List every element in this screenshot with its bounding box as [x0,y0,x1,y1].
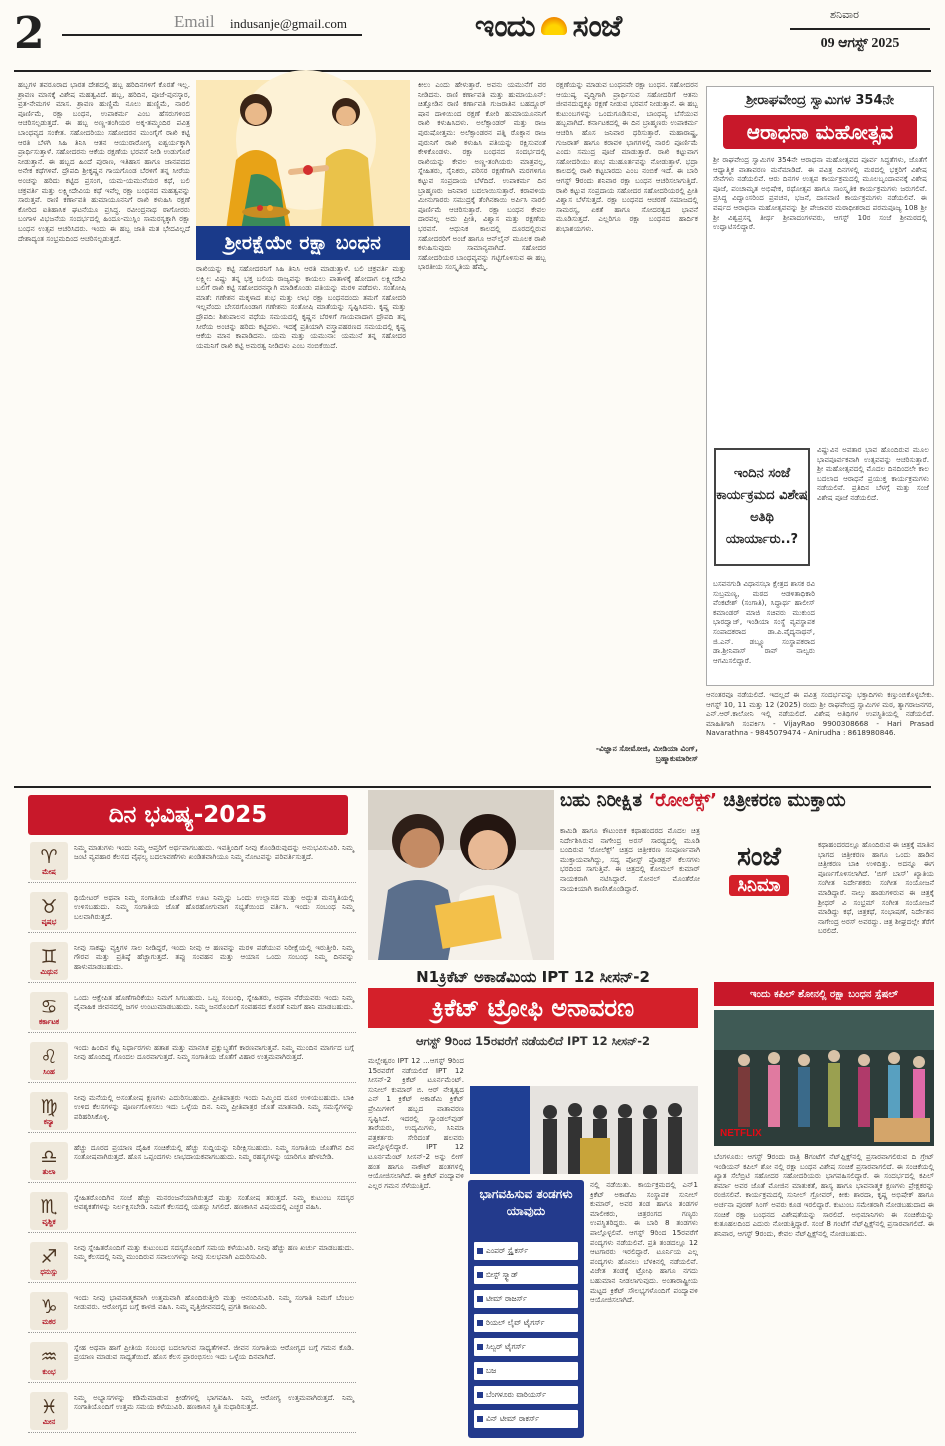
horoscope-text: ನಿಮ್ಮ ಮಾತುಗಳು ಇಂದು ನಿಮ್ಮ ಆಪ್ತರಿಗೆ ಅರ್ಥವಾಗಬಹುದು. ಇವತ್ತಿಂದಿಗೆ ನೀವು ಕೊಂಡಿರುವುದನ್ನು ಅನುಭವಿಸುವಿರಿ. ನಿಮ್ಮ ಜಂಟಿ ವ್ಯವಹಾರ ಕೆಲಸದ ವೈಫಲ್ಯ ಬದಲಾವಣೆಗಳು ಖಂಡಿತವಾಗಿಯೂ ನಿಮ್ಮ ನೋಟವನ್ನು ಪರಿವರ್ತಿಸುತ್ತದೆ. [74,843,354,862]
team-item: ಸಿಲ್ವರ್ ಟೈಗರ್ಸ್ [474,1338,578,1356]
team-item: ಎಂಪರ್ ಸ್ಟ್ರೈಕರ್ಸ್ [474,1242,578,1260]
zodiac-icon [30,1392,68,1430]
team-item: ಬಜ [474,1362,578,1380]
cinema-label: ಸಿನಿಮಾ [729,875,788,896]
zodiac-name: ಕನ್ಯಾ [43,1117,55,1126]
team-item: ಬೆಂಗಳೂರು ವಾರಿಯರ್ಸ್ [474,1386,578,1404]
zodiac-name: ಸಿಂಹ [43,1067,55,1076]
zodiac-icon [30,1292,68,1330]
horoscope-text: ಸ್ನೇಹ ಅಥವಾ ಹಾಗೆ ಪ್ರೀತಿಯ ಸಂಬಂಧ ಬದಲಾಗುವ ಸಾಧ್ಯತೆಗಳಿವೆ. ಜೀವನ ಸಂಗಾತಿಯ ಆರೋಗ್ಯದ ಬಗ್ಗೆ ಗಮನ ಕೊಡಿ. ಪ್ರಯಾಣ ಮಾಡುವ ಸಾಧ್ಯತೆಯಿದೆ. ಹೊಸ ಕೆಲಸ ಪ್ರಾರಂಭಿಸಲು ಇದು ಒಳ್ಳೆಯ ದಿನವಾಗಿದೆ. [74,1343,354,1362]
zodiac-glyph-icon: ♏ [40,1195,58,1218]
zodiac-name: ಕರ್ಕಾಟಕ [38,1017,60,1026]
horoscope-row [28,890,356,933]
zodiac-icon [30,842,68,880]
zodiac-name: ಮೇಷ [42,867,56,876]
horoscope-text: ಥಿಯೇಟರ್ ಅಥವಾ ನಿಮ್ಮ ಸಂಗಾತಿಯ ಜೊತೆಗಿನ ಊಟ ನಿಮ್ಮನ್ನು ಒಂದು ಉಲ್ಲಾಸದ ಮತ್ತು ಅದ್ಭುತ ಮನಸ್ಥಿತಿಯಲ್ಲಿ ಉಳಿಸಬಹುದು. ನಿಮ್ಮ ಸಂಗಾತಿಯ ಜೊತೆ ಹೊರಹೋಗುವಾಗ ಸಭ್ಯತೆಯಿಂದ ವರ್ತಿಸಿ. ಇಂದು ಸಂಬಂಧ ನಿಮ್ಮ ಬಲವಾಗಿರುತ್ತದೆ. [74,893,354,921]
horoscope-row [28,1240,356,1283]
raksha-article-col2: ರಾಖಿಯನ್ನು ಕಟ್ಟಿ ಸಹೋದರನಿಗೆ ಸಿಹಿ ತಿನಿಸಿ ಆರತಿ ಮಾಡುತ್ತಾಳೆ. ಬಲಿ ಚಕ್ರವರ್ತಿ ಮತ್ತು ಲಕ್ಷ್ಮೀ: ವಿಷ್ಣು ತನ್ನ ಭಕ್ತ ಬಲಿಯ ರಾಜ್ಯವನ್ನು ಕಾಯಲು ಪಾತಾಳಕ್ಕೆ ಹೋದಾಗ ಲಕ್ಷ್ಮೀದೇವಿ ಬಲಿಗೆ ರಾಖಿ ಕಟ್ಟಿ ಸಹೋದರನನ್ನಾಗಿ ಮಾಡಿಕೊಂಡು ಪತಿಯನ್ನು ಮರಳಿ ಪಡೆದಳು. ಸಂತೋಷಿ ಮಾತೆ: ಗಣೇಶನ ಮಕ್ಕಳಾದ ಶುಭ ಮತ್ತು ಲಾಭ ರಕ್ಷಾ ಬಂಧನದಂದು ತಮಗೆ ಸಹೋದರಿ ಇಲ್ಲವೆಂದು ಬೇಸರಗೊಂಡಾಗ ಗಣೇಶನು ಸಂತೋಷಿ ಮಾತೆಯನ್ನು ಸೃಷ್ಟಿಸಿದನು. ಕೃಷ್ಣ ಮತ್ತು ದ್ರೌಪದಿ: ಶಿಶುಪಾಲನ ವಧೆಯ ಸಮಯದಲ್ಲಿ ಕೃಷ್ಣನ ಬೆರಳಿಗೆ ಗಾಯವಾದಾಗ ದ್ರೌಪದಿ ತನ್ನ ಸೀರೆಯ ಅಂಚನ್ನು ಹರಿದು ಕಟ್ಟಿದಳು. ಇದಕ್ಕೆ ಪ್ರತಿಯಾಗಿ ವಸ್ತ್ರಾಪಹರಣದ ಸಮಯದಲ್ಲಿ ಕೃಷ್ಣ ಆಕೆಯ ಮಾನ ಕಾಪಾಡಿದನು. ಯಮ ಮತ್ತು ಯಮುನಾ: ಯಮುನೆ ತನ್ನ ಸಹೋದರ ಯಮನಿಗೆ ರಾಖಿ ಕಟ್ಟಿ ಅಮರತ್ವ ನೀಡಿದಳು ಎಂಬ ನಂಬಿಕೆಯಿದೆ. [196,264,406,350]
zodiac-name: ಕುಂಭ [42,1367,56,1376]
header-rule [14,70,931,72]
teams-title: ಭಾಗವಹಿಸುವ ತಂಡಗಳು ಯಾವುದು [479,1187,573,1218]
zodiac-glyph-icon: ♒ [40,1345,58,1368]
zodiac-icon [30,942,68,980]
rolex-movie-still [368,790,554,960]
aradhana-title: ಆರಾಧನಾ ಮಹೋತ್ಸವ [723,115,917,149]
sun-icon [541,17,567,35]
horoscope-row [28,1040,356,1083]
logo-word-left: ಇಂದು [474,8,535,44]
cricket-headline: N1ಕ್ರಿಕೆಟ್ ಅಕಾಡೆಮಿಯ IPT 12 ಸೀಸನ್-2 [416,968,650,986]
zodiac-name: ಮೀನ [42,1417,56,1426]
horoscope-row [28,1190,356,1233]
tv-show-stage-icon [714,1010,934,1146]
zodiac-glyph-icon: ♑ [40,1295,58,1318]
horoscope-row [28,990,356,1033]
horoscope-text: ನೀವು ಸ್ನೇಹಿತರೊಂದಿಗೆ ಮತ್ತು ಕುಟುಂಬದ ಸದಸ್ಯರೊಂದಿಗೆ ಸಮಯ ಕಳೆಯುವಿರಿ. ನೀವು ಹೆಚ್ಚು ಹಣ ಖರ್ಚು ಮಾಡಬಹುದು. ನಿಮ್ಮ ಕೆಲಸದಲ್ಲಿ ನಿಮ್ಮ ಮುಂದಿರುವ ಸವಾಲುಗಳನ್ನು ನೀವು ಸುಲಭವಾಗಿ ಎದುರಿಸುವಿರಿ. [74,1243,354,1262]
horoscope-row [28,1140,356,1183]
zodiac-glyph-icon: ♈ [40,845,58,868]
guest-list: ಬಸವನಗುಡಿ ವಿಧಾನಸಭಾ ಕ್ಷೇತ್ರದ ಶಾಸಕ ರವಿ ಸುಬ್ರಮಣ್ಯ, ಮಠದ ಆಡಳಿತಾಧಿಕಾರಿ ವೆಂಕಟೇಶ್ (ಸಂಗಾತಿ), ಸಿದ್ಧಾರ್ಥ ಹಾಲೀಸ್ ಕಮಾಂಡರ್ ಮಾಜಿ ಸಚಿವರು ಮುಕುಂದ ಭಾರದ್ವಾಜ್, ಇಂಡಿಯಾ ಸಂಸ್ಥೆ ವ್ಯವಸ್ಥಾಪಕ ಸಂಪಾದಕರಾದ ಡಾ.ಪಿ.ವೈದ್ಯನಾಥನ್, ಜಿ.ಎನ್. ಡಬ್ಲ್ಯೂ ಸಂಸ್ಥಾಪಕರಾದ ಡಾ.ಶ್ರೀನಿವಾಸ್ ರಾವ್ ನಾಲ್ವರು ಆಗಮಿಸಲಿದ್ದಾರೆ. [713,579,815,665]
rolex-article-col2: ಕಥಾಹಂದರದಲ್ಲೂ ಹೊಂದಿರುವ ಈ ಚಿತ್ರಕ್ಕೆ ಮಾತಿನ ಭಾಗದ ಚಿತ್ರೀಕರಣ ಹಾಗೂ ಒಂದು ಹಾಡಿನ ಚಿತ್ರೀಕರಣ ಬಾಕಿ ಉಳಿದಿತ್ತು. ಅದನ್ನೂ ಈಗ ಪೂರ್ಣಗೊಳಿಸಲಾಗಿದೆ. ‘ಬಿಗ್ ಬಾಸ್’ ಖ್ಯಾತಿಯ ಸಂಗೀತ ನಿರ್ದೇಶಕರು ಸಂಗೀತ ಸಂಯೋಜನೆ ಮಾಡಿದ್ದಾರೆ. ನಾಲ್ಕು ಹಾಡುಗಳಿರುವ ಈ ಚಿತ್ರಕ್ಕೆ ಶ್ರೀಧರ್ ವಿ ಸಂಭ್ರಮ್ ಸಂಗೀತ ಸಂಯೋಜನೆ ಮಾಡಿದ್ದು ಕಥೆ, ಚಿತ್ರಕಥೆ, ಸಂಭಾಷಣೆ, ನಿರ್ದೇಶನ ನಾಗೇಂದ್ರ ಅರಸ್ ಅವರದ್ದು. ಚಿತ್ರ ಶೀಘ್ರದಲ್ಲೇ ತೆರೆಗೆ ಬರಲಿದೆ. [818,840,934,936]
zodiac-icon [30,1042,68,1080]
special-guest-box: ಇಂದಿನ ಸಂಜೆ ಕಾರ್ಯಕ್ರಮದ ವಿಶೇಷ ಅತಿಥಿ ಯಾರ್ಯಾರು..? [714,448,810,566]
raksha-banner-title: ಶ್ರೀರಕ್ಷೆಯೇ ರಕ್ಷಾ ಬಂಧನ [196,226,410,260]
raksha-article-col3: ಕೀಲು ಎಂದು ಹೇಳುತ್ತಾರೆ. ಅವನು ಯಮುನೆಗೆ ವರ ನೀಡಿದನು. ರಾಣಿ ಕರ್ಣಾವತಿ ಮತ್ತು ಹುಮಾಯೂನ್: ಚಿತ್ತೋಡಿನ ರಾಣಿ ಕರ್ಣಾವತಿ ಗುಜರಾತಿನ ಬಹದ್ದೂರ್ ಷಾನ ದಾಳಿಯಿಂದ ರಕ್ಷಣೆ ಕೋರಿ ಹುಮಾಯೂನನಿಗೆ ರಾಖಿ ಕಳುಹಿಸಿದಳು. ಅಲೆಕ್ಸಾಂಡರ್ ಮತ್ತು ರಾಜ ಪುರುಷೋತ್ತಮ: ಅಲೆಕ್ಸಾಂಡರನ ಪತ್ನಿ ರೊಕ್ಸಾನ ರಾಜ ಪುರುನಿಗೆ ರಾಖಿ ಕಳುಹಿಸಿ ಪತಿಯನ್ನು ರಕ್ಷಿಸುವಂತೆ ಕೇಳಿಕೊಂಡಳು. ರಕ್ಷಾ ಬಂಧನದ ಸಂದರ್ಭದಲ್ಲಿ ರಾಖಿಯನ್ನು ಕೇವಲ ಅಣ್ಣ-ತಂಗಿಯರು ಮಾತ್ರವಲ್ಲ, ಸ್ನೇಹಿತರು, ಸೈನಿಕರು, ಪರಿಸರ ರಕ್ಷಣೆಗಾಗಿ ಮರಗಳಿಗೂ ಕಟ್ಟುವ ಸಂಪ್ರದಾಯ ಬೆಳೆದಿದೆ. ಉಪಾಕರ್ಮ ದಿನ ಬ್ರಾಹ್ಮಣರು ಜನಿವಾರ ಬದಲಾಯಿಸುತ್ತಾರೆ. ಕರಾವಳಿಯ ಮೀನುಗಾರರು ಸಮುದ್ರಕ್ಕೆ ತೆಂಗಿನಕಾಯಿ ಅರ್ಪಿಸಿ ನಾರಲಿ ಪೂರ್ಣಿಮೆ ಆಚರಿಸುತ್ತಾರೆ. ರಕ್ಷಾ ಬಂಧನ ಕೇವಲ ದಾರವಲ್ಲ ಅದು ಪ್ರೀತಿ, ವಿಶ್ವಾಸ ಮತ್ತು ರಕ್ಷಣೆಯ ಭರವಸೆ. ಆಧುನಿಕ ಕಾಲದಲ್ಲಿ ದೂರದಲ್ಲಿರುವ ಸಹೋದರರಿಗೆ ಅಂಚೆ ಹಾಗೂ ಆನ್‌ಲೈನ್ ಮೂಲಕ ರಾಖಿ ಕಳುಹಿಸುವುದು ಸಾಮಾನ್ಯವಾಗಿದೆ. ಸಹೋದರ ಸಹೋದರಿಯರ ಬಾಂಧವ್ಯವನ್ನು ಗಟ್ಟಿಗೊಳಿಸುವ ಈ ಹಬ್ಬ ಭಾರತೀಯ ಸಂಸ್ಕೃತಿಯ ಹೆಮ್ಮೆ. [418,80,546,272]
horoscope-text: ನಿಮ್ಮ ಅಭ್ಯಾಸಗಳನ್ನು ಕಡಿಮೆಮಾಡುವ ಕ್ರೀಡೆಗಳಲ್ಲಿ ಭಾಗವಹಿಸಿ. ನಿಮ್ಮ ಆರೋಗ್ಯ ಉತ್ತಮವಾಗಿರುತ್ತದೆ. ನಿಮ್ಮ ಸಂಗಾತಿಯೊಂದಿಗೆ ಉತ್ತಮ ಸಮಯ ಕಳೆಯುವಿರಿ. ಹಣಕಾಸಿನ ಸ್ಥಿತಿ ಸುಧಾರಿಸುತ್ತದೆ. [74,1393,354,1412]
sanje-label: ಸಂಜೆ [737,842,781,872]
cricket-subtitle: ಆಗಸ್ಟ್ 9ರಿಂದ 15ರವರೆಗೆ ನಡೆಯಲಿದೆ IPT 12 ಸೀಸನ್-2 [415,1034,651,1048]
logo-word-right: ಸಂಜೆ [572,8,622,44]
horoscope-row [28,940,356,983]
movie-couple-photo-icon [368,790,554,960]
zodiac-glyph-icon: ♎ [40,1145,58,1168]
raksha-article-col4: ರಕ್ಷಣೆಯನ್ನು ಮಾಡುವ ಬಂಧನವೇ ರಕ್ಷಾ ಬಂಧನ. ಸಹೋದರನ ಆಯುಷ್ಯ ವೃದ್ಧಿಗಾಗಿ ಪ್ರಾರ್ಥಿಸುವ ಸಹೋದರಿಗೆ ಆತನು ಜೀವನದುದ್ದಕ್ಕೂ ರಕ್ಷಣೆ ನೀಡುವ ಭರವಸೆ ನೀಡುತ್ತಾನೆ. ಈ ಹಬ್ಬ ಕುಟುಂಬಗಳನ್ನು ಒಂದುಗೂಡಿಸುವ, ಬಾಂಧವ್ಯ ಬೆಸೆಯುವ ಹಬ್ಬವಾಗಿದೆ. ಕರ್ನಾಟಕದಲ್ಲಿ ಈ ದಿನ ಬ್ರಾಹ್ಮಣರು ಉಪಾಕರ್ಮ ಆಚರಿಸಿ ಹೊಸ ಜನಿವಾರ ಧರಿಸುತ್ತಾರೆ. ಮಹಾರಾಷ್ಟ್ರ, ಗುಜರಾತ್ ಹಾಗೂ ಕರಾವಳಿ ಭಾಗಗಳಲ್ಲಿ ನಾರಲಿ ಪೂರ್ಣಿಮೆ ಎಂದು ಸಮುದ್ರ ಪೂಜೆ ಮಾಡುತ್ತಾರೆ. ರಾಖಿ ಕಟ್ಟುವಾಗ ಸಹೋದರಿಯು ಶುಭ ಮುಹೂರ್ತವನ್ನು ನೋಡುತ್ತಾಳೆ. ಭದ್ರಾ ಕಾಲದಲ್ಲಿ ರಾಖಿ ಕಟ್ಟಬಾರದು ಎಂಬ ನಂಬಿಕೆ ಇದೆ. ಈ ಬಾರಿ ಆಗಸ್ಟ್ 9ರಂದು ಶನಿವಾರ ರಕ್ಷಾ ಬಂಧನ ಆಚರಿಸಲಾಗುತ್ತಿದೆ. ರಾಖಿ ಕಟ್ಟುವ ಸಂಪ್ರದಾಯ ಸಹೋದರ ಸಹೋದರಿಯರಲ್ಲಿ ಪ್ರೀತಿ ವಿಶ್ವಾಸ ಬೆಳೆಸುತ್ತದೆ. ರಕ್ಷಾ ಬಂಧನದ ಆಚರಣೆ ಸಮಾಜದಲ್ಲಿ ಸಾಮರಸ್ಯ, ಏಕತೆ ಹಾಗೂ ಸೋದರತ್ವದ ಭಾವನೆ ಮೂಡಿಸುತ್ತದೆ. ಎಲ್ಲರಿಗೂ ರಕ್ಷಾ ಬಂಧನದ ಹಾರ್ದಿಕ ಶುಭಾಶಯಗಳು. [556,80,698,233]
kapil-article: ಬೆಂಗಳೂರು: ಆಗಸ್ಟ್ 9ರಂದು ರಾತ್ರಿ 8ಗಂಟೆಗೆ ನೆಟ್‌ಫ್ಲಿಕ್ಸ್‌ನಲ್ಲಿ ಪ್ರಸಾರವಾಗಲಿರುವ ದಿ ಗ್ರೇಟ್ ಇಂಡಿಯನ್ ಕಪಿಲ್ ಶೋ ನಲ್ಲಿ ರಕ್ಷಾ ಬಂಧನ ವಿಶೇಷ ಸಂಚಿಕೆ ಪ್ರಸಾರವಾಗಲಿದೆ. ಈ ಸಂಚಿಕೆಯಲ್ಲಿ ಖ್ಯಾತ ಸೆಲೆಬ್ರಿಟಿ ಸಹೋದರ ಸಹೋದರಿಯರು ಭಾಗವಹಿಸಲಿದ್ದಾರೆ. ಈ ಸಂದರ್ಭದಲ್ಲಿ ಕಪಿಲ್ ಶರ್ಮಾ ಅವರ ಜೊತೆ ಮೋಜಿನ ಮಾತುಕತೆ, ಹಾಸ್ಯ ಹಾಗೂ ಭಾವನಾತ್ಮಕ ಕ್ಷಣಗಳು ಪ್ರೇಕ್ಷಕರನ್ನು ರಂಜಿಸಲಿವೆ. ಕಾರ್ಯಕ್ರಮದಲ್ಲಿ ಸುನೀಲ್ ಗ್ರೋವರ್, ಕೀಕು ಶಾರದಾ, ಕೃಷ್ಣ ಅಭಿಷೇಕ್ ಹಾಗೂ ಅರ್ಚನಾ ಪುರಣ್ ಸಿಂಗ್ ಅವರು ಕೂಡ ಇರಲಿದ್ದಾರೆ. ಕುಟುಂಬ ಸಮೇತರಾಗಿ ನೋಡಬಹುದಾದ ಈ ಸಂಚಿಕೆ ರಕ್ಷಾ ಬಂಧನದ ವಿಶೇಷತೆಯನ್ನು ಸಾರಲಿದೆ. ಅಭಿಮಾನಿಗಳು ಈ ಸಂಚಿಕೆಯನ್ನು ಕುತೂಹಲದಿಂದ ಎದುರು ನೋಡುತ್ತಿದ್ದಾರೆ. ಸಂಜೆ 8 ಗಂಟೆಗೆ ನೆಟ್‌ಫ್ಲಿಕ್ಸ್‌ನಲ್ಲಿ ಪ್ರಸಾರವಾಗಲಿದೆ. ಈ ಶನಿವಾರ, ಆಗಸ್ಟ್ 9ರಂದು, ಕೇವಲ ನೆಟ್‌ಫ್ಲಿಕ್ಸ್‌ನಲ್ಲಿ ನೋಡಬಹುದು. [714,1152,934,1238]
raghavendra-footer: ಆನಂತರವೂ ನಡೆಯಲಿದೆ. ಇದಲ್ಲದೆ ಈ ಪವಿತ್ರ ಸಂದರ್ಭವನ್ನು ಭಕ್ತಾದಿಗಳು ಕಣ್ತುಂಬಿಕೊಳ್ಳಬೇಕು. ಆಗಸ್ಟ್ 10, 11 ಮತ್ತು 12 (2025) ರಂದು ಶ್ರೀ ರಾಘವೇಂದ್ರ ಸ್ವಾಮಿಗಳ ಮಠ, ತ್ಯಾಗರಾಜನಗರ, ಎನ್.ಆರ್.ಕಾಲೋನಿ ಇಲ್ಲಿ ನಡೆಯಲಿದೆ. ವಿಶೇಷ ಅತಿಥಿಗಳ ಉಪಸ್ಥಿತಿಯಲ್ಲಿ ನಡೆಯಲಿದೆ. ಮಾಹಿತಿಗಾಗಿ ಸಂಪರ್ಕಿಸಿ - VijayRao 9900308668 - Hari Prasad Navarathna - 9845079474 - Anirudha : 8618980846. [706,690,934,738]
weekday: ಶನಿವಾರ [830,8,859,21]
email-address[interactable]: indusanje@gmail.com [230,16,348,31]
raghavendra-body: ಶ್ರೀ ರಾಘವೇಂದ್ರ ಸ್ವಾಮಿಗಳ 354ನೇ ಆರಾಧನಾ ಮಹೋತ್ಸವದ ಪೂರ್ವ ಸಿದ್ಧತೆಗಳು, ಜೊತೆಗೆ ಆಧ್ಯಾತ್ಮಿಕ ವಾತಾವರಣ ಮನೆಮಾಡಿದೆ. ಈ ಪವಿತ್ರ ದಿನಗಳಲ್ಲಿ ಮಠದಲ್ಲಿ ಭಕ್ತರಿಗೆ ವಿಶೇಷ ಸೇವೆಗಳು ನಡೆಯಲಿವೆ. ಆರು ದಿನಗಳ ಉತ್ಸವ ಕಾರ್ಯಕ್ರಮದಲ್ಲಿ ಮೂಲಬೃಂದಾವನಕ್ಕೆ ವಿಶೇಷ ಪೂಜೆ, ಪಂಚಾಮೃತ ಅಭಿಷೇಕ, ರಥೋತ್ಸವ ಹಾಗೂ ಸಾಂಸ್ಕೃತಿಕ ಕಾರ್ಯಕ್ರಮಗಳು ಜರುಗಲಿವೆ. ಪ್ರಸಿದ್ಧ ವಿದ್ವಾಂಸರಿಂದ ಪ್ರವಚನ, ಭಜನೆ, ದಾಸವಾಣಿ ಕಾರ್ಯಕ್ರಮಗಳು ನಡೆಯಲಿವೆ. ಈ ವರ್ಷದ ಆರಾಧನಾ ಮಹೋತ್ಸವವನ್ನು ಶ್ರೀ ಪೇಜಾವರ ಮಠಾಧೀಶರಾದ ಪರಮಪೂಜ್ಯ 108 ಶ್ರೀ ಶ್ರೀ ವಿಶ್ವಪ್ರಸನ್ನ ತೀರ್ಥ ಶ್ರೀಪಾದಂಗಳವರು, ಆಗಸ್ಟ್ 10ರ ಸಂಜೆ ಶ್ರೀಮಠದಲ್ಲಿ ಉದ್ಘಾಟಿಸಲಿದ್ದಾರೆ. [713,155,927,232]
date-block [790,8,930,64]
raghavendra-side-text: ವಿಷ್ಣುವಿನ ಅವತಾರ ಭಾವ ಹೊಂದಿರುವ ಮೂಲ ಭಾವಪೂರ್ವಕವಾಗಿ ಉತ್ಸವವನ್ನು ಆಚರಿಸುತ್ತಾರೆ. ಶ್ರೀ ಮಹೋತ್ಸವದಲ್ಲಿ ಮೊದಲ ದಿನದಿಂದಲೇ ಕಾಲ ಬದಲಾದ ಆರಾಧನೆ ಪ್ರಯುಕ್ತ ಕಾರ್ಯಕ್ರಮಗಳು ನಡೆಯಲಿವೆ. ಪ್ರತಿದಿನ ಬೆಳಗ್ಗೆ ಮತ್ತು ಸಂಜೆ ವಿಶೇಷ ಪೂಜೆ ನಡೆಯಲಿದೆ. [817,445,929,502]
zodiac-name: ತುಲಾ [42,1167,56,1176]
zodiac-name: ವೃಶ್ಚಿಕ [42,1217,56,1226]
zodiac-icon [30,1192,68,1230]
zodiac-name: ಮಕರ [42,1317,56,1326]
horoscope-text: ಇಂದು ಹಿಂದಿನ ಕೆಟ್ಟ ನಿರ್ಧಾರಗಳು ಹತಾಶ ಮತ್ತು ಮಾನಸಿಕ ಪ್ರಕ್ಷುಬ್ಧತೆಗೆ ಕಾರಣವಾಗುತ್ತವೆ. ನಿಮ್ಮ ಮುಂದಿನ ಮಾರ್ಗದ ಬಗ್ಗೆ ನೀವು ಹೊಂದಿದ್ದ ಗೊಂದಲ ದೂರವಾಗುತ್ತದೆ. ನಿಮ್ಮ ಸಂಗಾತಿಯ ಜೊತೆಗೆ ವಿಹಾರ ಉತ್ತಮವಾಗಿರುತ್ತದೆ. [74,1043,354,1062]
rolex-intro-spacer [712,826,934,838]
group-photo-icon [470,1086,698,1174]
horoscope-text: ನೀವು ಮನೆಯಲ್ಲಿ ಅಸಂತೋಷ ಕ್ಷಣಗಳು ಎದುರಿಸಬಹುದು. ಪ್ರೀತಿಪಾತ್ರರು ಇಂದು ನಿಮ್ಮಿಂದ ದೂರ ಉಳಿಯಬಹುದು. ಬಾಕಿ ಉಳಿದ ಕೆಲಸಗಳನ್ನು ಪೂರ್ಣಗೊಳಿಸಲು ಇದು ಒಳ್ಳೆಯ ದಿನ. ನಿಮ್ಮ ಪ್ರೀತಿಪಾತ್ರರ ಜೊತೆ ಮಾತನಾಡಿ. ನಿಮ್ಮ ಸಮಸ್ಯೆಗಳನ್ನು ಪರಿಹರಿಸಿಕೊಳ್ಳಿ. [74,1093,354,1121]
zodiac-icon [30,1342,68,1380]
horoscope-text: ಒಂದು ಆಕ್ಷೇಪಿತ ಹೊಣೆಗಾರಿಕೆಯು ನಿಮಗೆ ಸಿಗಬಹುದು. ಒಬ್ಬ ಸಂಬಂಧಿ, ಸ್ನೇಹಿತರು, ಅಥವಾ ನೆರೆಯವರು ಇಂದು ನಿಮ್ಮ ವೈವಾಹಿಕ ಜೀವನದಲ್ಲಿ ಜಗಳ ಉಂಟುಮಾಡಬಹುದು. ನಿಮ್ಮ ಜನರೊಂದಿಗೆ ಸಂವಹನದ ಕೊರತೆ ನಿಮಗೆ ಹಾನಿ ಮಾಡಬಹುದು. [74,993,354,1012]
horoscope-row [28,1390,356,1433]
zodiac-glyph-icon: ♌ [40,1045,58,1068]
kapil-show-headline: ಇಂದು ಕಪಿಲ್ ಶೋನಲ್ಲಿ ರಕ್ಷಾ ಬಂಧನ ಸ್ಪೆಷಲ್ [714,982,934,1006]
horoscope-row [28,840,356,883]
zodiac-glyph-icon: ♐ [40,1245,58,1268]
zodiac-name: ವೃಷಭ [41,917,57,926]
netflix-logo: NETFLIX [720,1128,762,1139]
zodiac-icon [30,1242,68,1280]
headline-suffix: ಚಿತ್ರೀಕರಣ ಮುಕ್ತಾಯ [717,790,846,811]
zodiac-glyph-icon: ♍ [40,1095,58,1118]
headline-prefix: ಬಹು ನಿರೀಕ್ಷಿತ [560,790,649,811]
trophy-unveil-title: ಕ್ರಿಕೆಟ್ ಟ್ರೋಫಿ ಅನಾವರಣ [368,988,698,1028]
raghavendra-panel [706,86,934,686]
rakhi-scene-icon [196,80,410,230]
team-item: ರಿಯಲ್ ಲೈವ್ ಟೈಗರ್ಸ್ [474,1314,578,1332]
section-rule [14,786,931,788]
cricket-article-col2: ನಲ್ಲಿ ನಡೆಯಿತು. ಕಾರ್ಯಕ್ರಮದಲ್ಲಿ ಎನ್1 ಕ್ರಿಕೆಟ್ ಅಕಾಡೆಮಿ ಸಂಸ್ಥಾಪಕ ಸುನೀಲ್ ಕುಮಾರ್, ಅವರ ತಂಡ ಹಾಗೂ ತಂಡಗಳ ಮಾಲೀಕರು, ಚಿತ್ರರಂಗದ ಗಣ್ಯರು ಉಪಸ್ಥಿತರಿದ್ದರು. ಈ ಬಾರಿ 8 ತಂಡಗಳು ಪಾಲ್ಗೊಳ್ಳಲಿವೆ. ಆಗಸ್ಟ್ 9ರಿಂದ 15ರವರೆಗೆ ಪಂದ್ಯಗಳು ನಡೆಯಲಿವೆ. ಪ್ರತಿ ತಂಡದಲ್ಲೂ 12 ಆಟಗಾರರು ಇರಲಿದ್ದಾರೆ. ಟೂರ್ನಿಯ ಎಲ್ಲ ಪಂದ್ಯಗಳು ಹೊನಲು ಬೆಳಕಿನಲ್ಲಿ ನಡೆಯಲಿವೆ. ವಿಜೇತ ತಂಡಕ್ಕೆ ಟ್ರೋಫಿ ಹಾಗೂ ನಗದು ಬಹುಮಾನ ನೀಡಲಾಗುವುದು. ಅಂತಾರಾಷ್ಟ್ರೀಯ ಮಟ್ಟದ ಕ್ರಿಕೆಟ್ ಸೌಲಭ್ಯಗಳೊಂದಿಗೆ ಪಂದ್ಯಾವಳಿ ಆಯೋಜಿಸಲಾಗಿದೆ. [590,1180,698,1305]
cricket-article-col1: ಮಲ್ಲೇಶ್ವರಂ IPT 12 ...ಆಗಸ್ಟ್ 9ರಿಂದ 15ರವರೆಗೆ ನಡೆಯಲಿದೆ IPT 12 ಸೀಸನ್-2 ಕ್ರಿಕೆಟ್ ಟೂರ್ನಮೆಂಟ್. ಸುನೀಲ್ ಕುಮಾರ್ ಬಿ. ಆರ್ ನೇತೃತ್ವದ ಎನ್ 1 ಕ್ರಿಕೆಟ್ ಅಕಾಡೆಮಿ ಕ್ರಿಕೆಟ್ ಪ್ರೇಮಿಗಳಿಗೆ ಹಬ್ಬದ ವಾತಾವರಣ ಸೃಷ್ಟಿಸಿದೆ. ಇದರಲ್ಲಿ ಸ್ಯಾಂಡಲ್‌ವುಡ್ ತಾರೆಯರು, ಉದ್ಯಮಿಗಳು, ಸಿನಿಮಾ ಪತ್ರಕರ್ತರು ಸೇರಿದಂತೆ ಹಲವರು ಪಾಲ್ಗೊಳ್ಳಲಿದ್ದಾರೆ. IPT 12 ಟೂರ್ನಮೆಂಟ್ ಸೀಸನ್-2 ಅನ್ನು ಲೀಗ್ ಹಂತ ಹಾಗೂ ನಾಕೌಟ್ ಹಂತಗಳಲ್ಲಿ ಆಯೋಜಿಸಲಾಗಿದೆ. ಈ ಕ್ರಿಕೆಟ್ ಪಂದ್ಯಾವಳಿ ಎಲ್ಲರ ಗಮನ ಸೆಳೆಯುತ್ತಿದೆ. [368,1056,464,1190]
page-number: 2 [14,8,45,59]
kapil-show-photo [714,1010,934,1146]
email-label: Email [174,12,215,31]
horoscope-text: ಸ್ನೇಹಿತರೊಂದಿಗಿನ ಸಂಜೆ ಹೆಚ್ಚು ಮನರಂಜನೆಯಾಗಿರುತ್ತದೆ ಮತ್ತು ಸಂತೋಷ ತರುತ್ತದೆ. ನಿಮ್ಮ ಕುಟುಂಬ ಸದಸ್ಯರ ಅವಶ್ಯಕತೆಗಳನ್ನು ನಿರ್ಲಕ್ಷಿಸಬೇಡಿ. ನಿಮಗೆ ಕೆಲಸದಲ್ಲಿ ಯಶಸ್ಸು ಸಿಗಲಿದೆ. ಹಣಕಾಸಿನ ವಿಷಯದಲ್ಲಿ ಎಚ್ಚರ ವಹಿಸಿ. [74,1193,354,1212]
horoscope-row [28,1340,356,1383]
horoscope-row [28,1090,356,1133]
sanje-cinema-logo [704,842,814,928]
zodiac-icon [30,1142,68,1180]
zodiac-name: ಮಿಥುನ [40,967,58,976]
zodiac-glyph-icon: ♉ [40,895,58,918]
teams-panel [468,1180,584,1438]
email-box [62,8,362,36]
rakhi-illustration [196,80,410,230]
newspaper-logo [388,4,708,48]
zodiac-icon [30,1092,68,1130]
horoscope-text: ನೀವು ಸಾಕಷ್ಟು ವ್ಯಕ್ತಿಗಳ ಸಾಲ ನೀಡಿದ್ದರೆ, ಇಂದು ನೀವು ಆ ಹಣವನ್ನು ಮರಳಿ ಪಡೆಯುವ ನಿರೀಕ್ಷೆಯಲ್ಲಿ ಇರುತ್ತೀರಿ. ನಿಮ್ಮ ಗೌರವ ಮತ್ತು ಪ್ರತಿಷ್ಠೆ ಹೆಚ್ಚಾಗುತ್ತದೆ. ತಪ್ಪು ಸಂವಹನ ಮತ್ತು ಆಯಾಸ ಒಂದು ಸಂಬಂಧ ನಿಮ್ಮ ದಿನವನ್ನು ಹಾಳುಮಾಡಬಹುದು. [74,943,354,971]
zodiac-glyph-icon: ♊ [40,945,58,968]
raksha-article-col1: ಹಬ್ಬಗಳ ತವರೂರಾದ ಭಾರತ ದೇಶದಲ್ಲಿ ಹಬ್ಬ ಹರಿದಿನಗಳಿಗೆ ಕೊರತೆ ಇಲ್ಲ. ಶ್ರಾವಣ ಮಾಸಕ್ಕೆ ವಿಶೇಷ ಮಹತ್ವವಿದೆ. ಹಬ್ಬ, ಹರಿದಿನ, ಪೂಜೆ-ಪುನಸ್ಕಾರ, ವ್ರತ-ನೇಮಗಳ ಮಾಸ. ಶ್ರಾವಣ ಹುಣ್ಣಿಮೆ ನೂಲು ಹುಣ್ಣಿಮೆ, ನಾರಲಿ ಪೂರ್ಣಿಮೆ, ರಕ್ಷಾ ಬಂಧನ, ಉಪಾಕರ್ಮ ಎಂಬ ಹೆಸರುಗಳಿಂದ ಆಚರಿಸಲ್ಪಡುತ್ತದೆ. ಈ ಹಬ್ಬ ಅಣ್ಣ-ತಂಗಿಯರ ಅಕ್ಕ-ತಮ್ಮಂದಿರ ಪವಿತ್ರ ಬಾಂಧವ್ಯದ ಸಂಕೇತ. ಸಹೋದರಿಯು ಸಹೋದರನ ಮುಂಗೈಗೆ ರಾಖಿ ಕಟ್ಟಿ ಆರತಿ ಬೆಳಗಿ ಸಿಹಿ ತಿನಿಸಿ ಆತನ ಆಯುರಾರೋಗ್ಯ ಐಶ್ವರ್ಯಕ್ಕಾಗಿ ಪ್ರಾರ್ಥಿಸುತ್ತಾಳೆ. ಸಹೋದರನು ಆಕೆಯ ರಕ್ಷಣೆಯ ಭರವಸೆ ನೀಡಿ ಉಡುಗೊರೆ ನೀಡುತ್ತಾನೆ. ಈ ಹಬ್ಬದ ಹಿಂದೆ ಪುರಾಣ, ಇತಿಹಾಸ ಹಾಗೂ ಜಾನಪದದ ಅನೇಕ ಕಥೆಗಳಿವೆ. ದ್ರೌಪದಿ ಶ್ರೀಕೃಷ್ಣನ ಗಾಯಗೊಂಡ ಬೆರಳಿಗೆ ತನ್ನ ಸೀರೆಯ ಅಂಚನ್ನು ಹರಿದು ಕಟ್ಟಿದ ಪ್ರಸಂಗ, ಯಮ-ಯಮುನೆಯರ ಕಥೆ, ಬಲಿ ಚಕ್ರವರ್ತಿ ಮತ್ತು ಲಕ್ಷ್ಮೀದೇವಿಯ ಕಥೆ ಇವೆಲ್ಲ ರಕ್ಷಾ ಬಂಧನದ ಮಹತ್ವವನ್ನು ಸಾರುತ್ತವೆ. ರಾಣಿ ಕರ್ಣಾವತಿ ಹುಮಾಯೂನನಿಗೆ ರಾಖಿ ಕಳುಹಿಸಿ ರಕ್ಷಣೆ ಕೋರಿದ ಐತಿಹಾಸಿಕ ಘಟನೆಯೂ ಪ್ರಸಿದ್ಧ. ರವೀಂದ್ರನಾಥ ಠಾಗೋರರು ಬಂಗಾಳ ವಿಭಜನೆಯ ಸಂದರ್ಭದಲ್ಲಿ ಹಿಂದೂ-ಮುಸ್ಲಿಂ ಸಾಮರಸ್ಯಕ್ಕಾಗಿ ರಕ್ಷಾ ಬಂಧನ ಉತ್ಸವ ಆಚರಿಸಿದರು. ಇಂದು ಈ ಹಬ್ಬ ಜಾತಿ ಮತ ಭೇದವಿಲ್ಲದೆ ದೇಶಾದ್ಯಂತ ಸಂಭ್ರಮದಿಂದ ಆಚರಿಸಲ್ಪಡುತ್ತದೆ. [18,80,190,243]
team-item: ಟೀಮ್ ರಾಜರ್ಸ್ [474,1290,578,1308]
zodiac-icon [30,992,68,1030]
issue-date: 09 ಆಗಸ್ಟ್ 2025 [790,28,930,52]
zodiac-name: ಧನುಸ್ಸು [40,1267,58,1276]
horoscope-text: ಇಂದು ನೀವು ಭಾವನಾತ್ಮಕವಾಗಿ ಉತ್ತಮವಾಗಿ ಹೊಂದಿರುತ್ತೀರಿ ಮತ್ತು ಆನಂದಿಸುವಿರಿ. ನಿಮ್ಮ ಸಂಗಾತಿ ನಿಮಗೆ ಬೆಂಬಲ ನೀಡುವರು. ಆರೋಗ್ಯದ ಬಗ್ಗೆ ಕಾಳಜಿ ವಹಿಸಿ. ನಿಮ್ಮ ವೃತ್ತಿಜೀವನದಲ್ಲಿ ಪ್ರಗತಿ ಕಾಣುವಿರಿ. [74,1293,354,1312]
rolex-article-col1: ಕಾಮಿಡಿ ಹಾಗೂ ಕೌಟುಂಬಿಕ ಕಥಾಹಂದರದ ಮೊದಲ ಚಿತ್ರ ನಿರ್ದೇಶಿಸಿರುವ ನಾಗೇಂದ್ರ ಅರಸ್ ಸಾರಥ್ಯದಲ್ಲಿ ಮೂಡಿ ಬಂದಿರುವ ‘ರೋಲೆಕ್ಸ್’ ಚಿತ್ರದ ಚಿತ್ರೀಕರಣ ಸಂಪೂರ್ಣವಾಗಿ ಮುಕ್ತಾಯವಾಗಿದ್ದು, ಸದ್ಯ ಪೋಸ್ಟ್ ಪ್ರೊಡಕ್ಷನ್ ಕೆಲಸಗಳು ಭರದಿಂದ ಸಾಗುತ್ತಿವೆ. ಈ ಚಿತ್ರದಲ್ಲಿ ಕೋಮಲ್ ಕುಮಾರ್ ನಾಯಕರಾಗಿ ನಟಿಸಿದ್ದಾರೆ. ಸೋನಲ್ ಮೊಂತೆರೋ ನಾಯಕಿಯಾಗಿ ಕಾಣಿಸಿಕೊಂಡಿದ್ದಾರೆ. [560,826,700,893]
rolex-headline [560,790,934,818]
horoscope-row [28,1290,356,1333]
raghavendra-title: ಶ್ರೀರಾಘವೇಂದ್ರ ಸ್ವಾಮಿಗಳ 354ನೇ [745,93,895,108]
zodiac-glyph-icon: ♓ [40,1395,58,1418]
headline-movie-name: ‘ರೋಲೆಕ್ಸ್’ [648,790,718,811]
team-item: ವಿನ್ ಟೀಮ್ ರಾಕರ್ಸ್ [474,1410,578,1428]
zodiac-glyph-icon: ♋ [40,995,58,1018]
trophy-event-photo [470,1086,698,1174]
raksha-byline: -ವಿಜ್ಞಾನ ಸೋಮೋಜಿ, ಮೀಡಿಯಾ ವಿಂಗ್, ಬ್ರಹ್ಮಾಕುಮಾರೀಸ್ [595,744,698,763]
zodiac-icon [30,892,68,930]
horoscope-text: ಹೆಚ್ಚು ದೂರದ ಪ್ರಯಾಣ ದೈಹಿಕ ಸಂಚಿಕೆಯಲ್ಲಿ ಹೆಚ್ಚು ಸುದ್ದಿಯನ್ನು ನಿರೀಕ್ಷಿಸಬಹುದು. ನಿಮ್ಮ ಸಂಗಾತಿಯ ಜೊತೆಗಿನ ದಿನ ಸಂತೋಷವಾಗಿರುತ್ತದೆ. ಹೊಸ ಒಪ್ಪಂದಗಳು ಲಾಭದಾಯಕವಾಗಬಹುದು. ನಿಮ್ಮ ರಹಸ್ಯಗಳನ್ನು ಯಾರಿಗೂ ಹೇಳಬೇಡಿ. [74,1143,354,1162]
horoscope-title: ದಿನ ಭವಿಷ್ಯ-2025 [28,795,348,835]
team-item: ಬೀಸ್ಟ್ ಸ್ಕ್ವಾಡ್ [474,1266,578,1284]
